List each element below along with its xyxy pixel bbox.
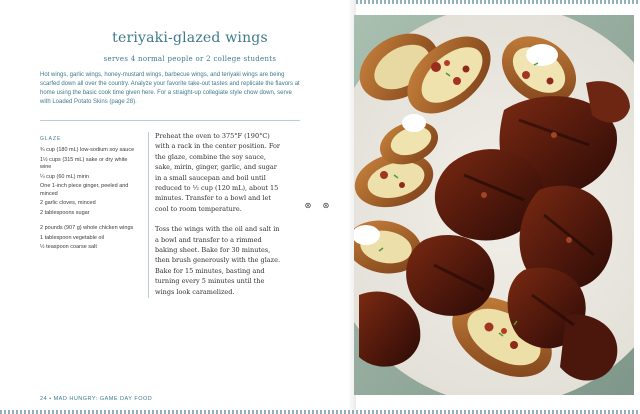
- ingredients-column: [40, 136, 140, 254]
- method-step: Toss the wings with the oil and salt in a bowl and transfer to a rimmed baking sheet. Bake for 30 minutes, then brush generously with the glaze. Bake for 15 minutes, basting and turning every 5 minutes until the wings look caramelized.: [155, 225, 281, 296]
- food-photo: [354, 15, 634, 395]
- bottom-border: [0, 410, 640, 414]
- section-divider: [40, 120, 300, 121]
- ingredient-item: 1 tablespoon vegetable oil: [40, 234, 104, 241]
- method-step: Preheat the oven to 375°F (190°C) with a rack in the center position. For the glaze, combine the soy sauce, sake, mirin, ginger, garlic, and sugar in a small saucepan and boil until reduced to ½ cup (120 mL), about 15 minutes. Transfer to a bowl and let cool to room temperature.: [155, 132, 281, 213]
- ingredient-item: 1½ cups (315 mL) sake or dry white wine: [40, 156, 128, 170]
- column-divider: [148, 132, 149, 298]
- recipe-intro: Hot wings, garlic wings, honey-mustard wings, barbecue wings, and teriyaki wings are being scarfed down all over the country. Analyze your favorite take-out tastes and replicate the flavors at home using the basic cook time given here. For a straight-up collegiate style chow down, serve with Loaded Potato Skins (page 28).: [40, 72, 300, 105]
- recipe-servings: serves 4 normal people or 2 college students: [103, 55, 277, 63]
- ingredient-item: 2 tablespoons sugar: [40, 209, 90, 216]
- ingredient-item: 2 garlic cloves, minced: [40, 200, 96, 206]
- ingredient-item: ¼ cup (60 mL) mirin: [40, 173, 89, 180]
- ingredient-item: One 1-inch piece ginger, peeled and minced: [40, 183, 129, 197]
- ingredient-item: ¾ cup (180 mL) low-sodium soy sauce: [40, 147, 135, 153]
- page-footer: 24 • MAD HUNGRY: GAME DAY FOOD: [40, 396, 153, 402]
- ornament-icon: ⊛: [304, 201, 312, 210]
- ingredient-item: 2 pounds (907 g) whole chicken wings: [40, 225, 134, 231]
- wings-and-potato-skins-image: [354, 15, 634, 395]
- method-column: [155, 131, 285, 307]
- ornament-icon: ⊛: [322, 201, 330, 210]
- ingredient-item: ½ teaspoon coarse salt: [40, 244, 97, 250]
- glaze-heading: GLAZE: [40, 136, 62, 142]
- recipe-title: teriyaki-glazed wings: [112, 30, 268, 46]
